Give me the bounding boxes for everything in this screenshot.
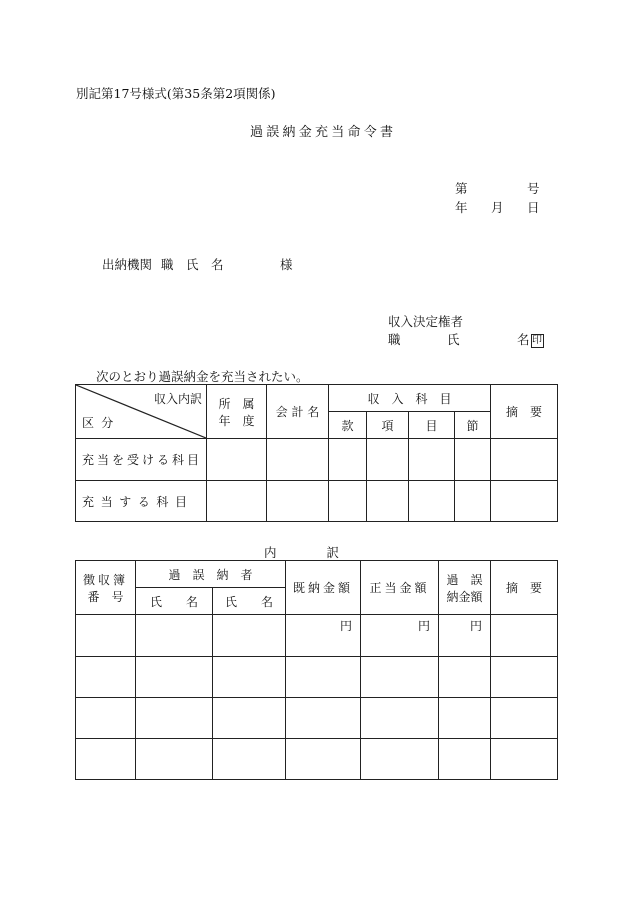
table-row bbox=[76, 657, 558, 698]
paid-amount-header: 既納金額 bbox=[286, 561, 361, 615]
table-row bbox=[76, 739, 558, 780]
setsu-header: 節 bbox=[455, 412, 491, 439]
name2-header: 氏 名 bbox=[213, 588, 286, 615]
overpay-line2: 納金額 bbox=[446, 589, 483, 604]
ledger-header bbox=[76, 561, 136, 615]
corner-top-label: 収入内訳 bbox=[153, 392, 202, 406]
issuer-name bbox=[517, 330, 544, 348]
table-row bbox=[76, 439, 558, 481]
summary-header: 摘 要 bbox=[491, 385, 558, 439]
summary2-header: 摘 要 bbox=[491, 561, 558, 615]
name1-header: 氏 名 bbox=[136, 588, 213, 615]
payer-header: 過 誤 納 者 bbox=[136, 561, 286, 588]
fiscal-year-line2: 年 度 bbox=[218, 413, 255, 428]
yen-unit: 円 bbox=[361, 615, 439, 657]
issuer-shoku: 職 bbox=[388, 332, 401, 347]
kou-header: 項 bbox=[367, 412, 409, 439]
instruction-text: 次のとおり過誤納金を充当されたい。 bbox=[96, 369, 309, 384]
allocation-table bbox=[75, 384, 558, 522]
number-go: 号 bbox=[527, 181, 540, 196]
row-label-allocating: 充当する科目 bbox=[76, 481, 207, 522]
overpay-header bbox=[439, 561, 491, 615]
corner-bottom-label: 区分 bbox=[82, 416, 121, 430]
addressee-role: 職 氏 名 bbox=[161, 257, 224, 272]
seal-mark: 印 bbox=[532, 334, 543, 346]
moku-header: 目 bbox=[409, 412, 455, 439]
ledger-line2: 番 号 bbox=[87, 589, 124, 604]
table-row bbox=[76, 615, 558, 657]
addressee-org: 出納機関 bbox=[102, 257, 153, 272]
yen-unit: 円 bbox=[286, 615, 361, 657]
fiscal-year-header bbox=[207, 385, 267, 439]
row-label-receiving: 充当を受ける科目 bbox=[76, 439, 207, 481]
kan-header: 款 bbox=[329, 412, 367, 439]
form-reference: 別記第17号様式(第35条第2項関係) bbox=[76, 86, 276, 101]
date-year: 年 bbox=[455, 200, 468, 215]
document-title: 過誤納金充当命令書 bbox=[250, 125, 397, 140]
fiscal-year-line1: 所 属 bbox=[218, 396, 255, 411]
issuer-title: 収入決定権者 bbox=[388, 314, 464, 329]
breakdown-title: 内 訳 bbox=[264, 545, 340, 560]
table-row bbox=[76, 481, 558, 522]
overpay-line1: 過 誤 bbox=[446, 572, 483, 587]
table-row bbox=[76, 698, 558, 739]
date-month: 月 bbox=[491, 200, 504, 215]
breakdown-table bbox=[75, 560, 558, 780]
issuer-mei: 名 bbox=[517, 332, 530, 347]
revenue-item-header: 収 入 科 目 bbox=[329, 385, 491, 412]
number-dai: 第 bbox=[455, 181, 468, 196]
issuer-shi: 氏 bbox=[447, 332, 460, 347]
corner-header bbox=[76, 385, 207, 439]
account-header: 会 計 名 bbox=[267, 385, 329, 439]
addressee-honorific: 様 bbox=[280, 257, 293, 272]
correct-amount-header: 正当金額 bbox=[361, 561, 439, 615]
ledger-line1: 徴収簿 bbox=[82, 572, 128, 587]
yen-unit: 円 bbox=[439, 615, 491, 657]
date-day: 日 bbox=[527, 200, 540, 215]
